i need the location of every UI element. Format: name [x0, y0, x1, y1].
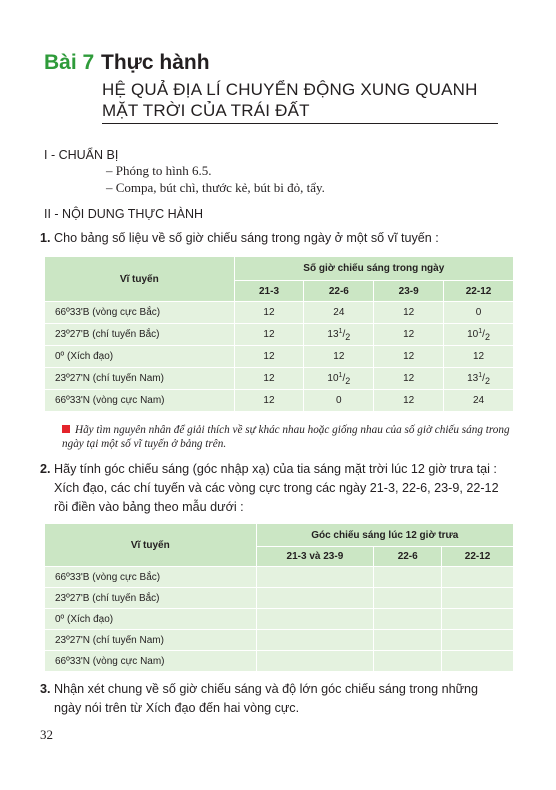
table2-row-label: 23º27'B (chí tuyến Bắc) — [45, 588, 257, 609]
sun-angle-table — [44, 523, 514, 672]
lesson-kind: Thực hành — [101, 51, 210, 74]
task-2-line2: Xích đạo, các chí tuyến và các vòng cực trong các ngày 21-3, 22-6, 23-9, 22-12 — [54, 481, 499, 495]
table1-cell: 12 — [234, 302, 304, 324]
table2-empty-cell — [442, 609, 514, 630]
table2-empty-cell — [374, 588, 442, 609]
table1-cell: 12 — [374, 368, 444, 390]
table1-group-header: Số giờ chiếu sáng trong ngày — [234, 257, 513, 281]
table1-cell: 12 — [444, 346, 514, 368]
table2-empty-cell — [256, 567, 374, 588]
table1-row-label: 66º33'B (vòng cực Bắc) — [45, 302, 235, 324]
table1-cell: 24 — [304, 302, 374, 324]
table1-cell: 12 — [234, 368, 304, 390]
table1-cell: 24 — [444, 390, 514, 412]
note — [62, 423, 514, 451]
section-heading-content: II - NỘI DUNG THỰC HÀNH — [44, 207, 204, 221]
prep-item: – Compa, bút chì, thước kẻ, bút bi đỏ, tẩy. — [106, 180, 325, 195]
table1-cell: 12 — [374, 346, 444, 368]
task-1-number: 1. — [40, 231, 51, 245]
table2-empty-cell — [374, 609, 442, 630]
table1-col-header: 23-9 — [374, 281, 444, 302]
table1-cell: 12 — [234, 390, 304, 412]
table1-cell: 12 — [304, 346, 374, 368]
table1-cell: 12 — [234, 324, 304, 346]
table1-col-header: 21-3 — [234, 281, 304, 302]
table1-col-header: 22-6 — [304, 281, 374, 302]
table1-row-header: Vĩ tuyến — [45, 257, 235, 302]
table2-empty-cell — [442, 651, 514, 672]
table2-empty-cell — [374, 651, 442, 672]
table1-cell: 12 — [234, 346, 304, 368]
table2-empty-cell — [256, 651, 374, 672]
note-text: Hãy tìm nguyên nhân để giải thích về sự khác nhau hoặc giống nhau của số giờ chiếu sáng trong ngày tại một số vĩ tuyến ở bảng trên. — [62, 424, 510, 450]
table2-row-header: Vĩ tuyến — [45, 524, 257, 567]
task-3-line1: Nhận xét chung về số giờ chiếu sáng và độ lớn góc chiếu sáng trong những — [54, 682, 479, 696]
table1-cell-fraction: $10^1/2$ — [304, 368, 374, 390]
table2-row-label: 66º33'N (vòng cực Nam) — [45, 651, 257, 672]
prep-item: – Phóng to hình 6.5. — [106, 163, 212, 178]
table2-empty-cell — [256, 609, 374, 630]
task-2-line3: rồi điền vào bảng theo mẫu dưới : — [54, 500, 244, 514]
table1-cell: 0 — [304, 390, 374, 412]
table2-empty-cell — [374, 630, 442, 651]
title-rule — [102, 123, 498, 124]
task-2-number: 2. — [40, 462, 51, 476]
page-number: 32 — [40, 727, 53, 742]
task-3-line2: ngày nói trên từ Xích đạo đến hai vòng cực. — [54, 701, 300, 715]
table2-col-header: 22-12 — [442, 547, 514, 567]
table2-row-label: 0º (Xích đạo) — [45, 609, 257, 630]
lesson-title-line1: HỆ QUẢ ĐỊA LÍ CHUYỂN ĐỘNG XUNG QUANH — [102, 80, 478, 99]
table2-empty-cell — [374, 567, 442, 588]
table1-row-label: 66º33'N (vòng cực Nam) — [45, 390, 235, 412]
task-1 — [40, 229, 510, 248]
table1-row-label: 0º (Xích đạo) — [45, 346, 235, 368]
daylight-hours-table — [44, 256, 514, 412]
lesson-title-line2: MẶT TRỜI CỦA TRÁI ĐẤT — [102, 101, 310, 120]
table1-cell-fraction: $10^1/2$ — [444, 324, 514, 346]
task-2 — [40, 460, 510, 517]
table2-col-header: 22-6 — [374, 547, 442, 567]
table1-cell: 12 — [374, 390, 444, 412]
task-3-number: 3. — [40, 682, 51, 696]
table2-empty-cell — [442, 588, 514, 609]
table2-empty-cell — [442, 567, 514, 588]
table2-empty-cell — [256, 588, 374, 609]
table2-col-header: 21-3 và 23-9 — [256, 547, 374, 567]
red-square-marker — [62, 425, 70, 433]
task-3 — [40, 680, 510, 718]
table2-row-label: 66º33'B (vòng cực Bắc) — [45, 567, 257, 588]
table1-cell: 0 — [444, 302, 514, 324]
task-2-line1: Hãy tính góc chiếu sáng (góc nhập xạ) của tia sáng mặt trời lúc 12 giờ trưa tại : — [54, 462, 497, 476]
table1-cell: 12 — [374, 302, 444, 324]
table2-empty-cell — [442, 630, 514, 651]
table1-row-label: 23º27'N (chí tuyến Nam) — [45, 368, 235, 390]
table1-col-header: 22-12 — [444, 281, 514, 302]
table1-cell-fraction: $13^1/2$ — [304, 324, 374, 346]
table2-empty-cell — [256, 630, 374, 651]
task-1-text: Cho bảng số liệu về số giờ chiếu sáng trong ngày ở một số vĩ tuyến : — [54, 231, 439, 245]
section-heading-prep: I - CHUẨN BỊ — [44, 148, 119, 162]
table2-row-label: 23º27'N (chí tuyến Nam) — [45, 630, 257, 651]
lesson-number: Bài 7 — [44, 51, 95, 74]
table1-cell: 12 — [374, 324, 444, 346]
table2-group-header: Góc chiếu sáng lúc 12 giờ trưa — [256, 524, 513, 547]
table1-row-label: 23º27'B (chí tuyến Bắc) — [45, 324, 235, 346]
table1-cell-fraction: $13^1/2$ — [444, 368, 514, 390]
